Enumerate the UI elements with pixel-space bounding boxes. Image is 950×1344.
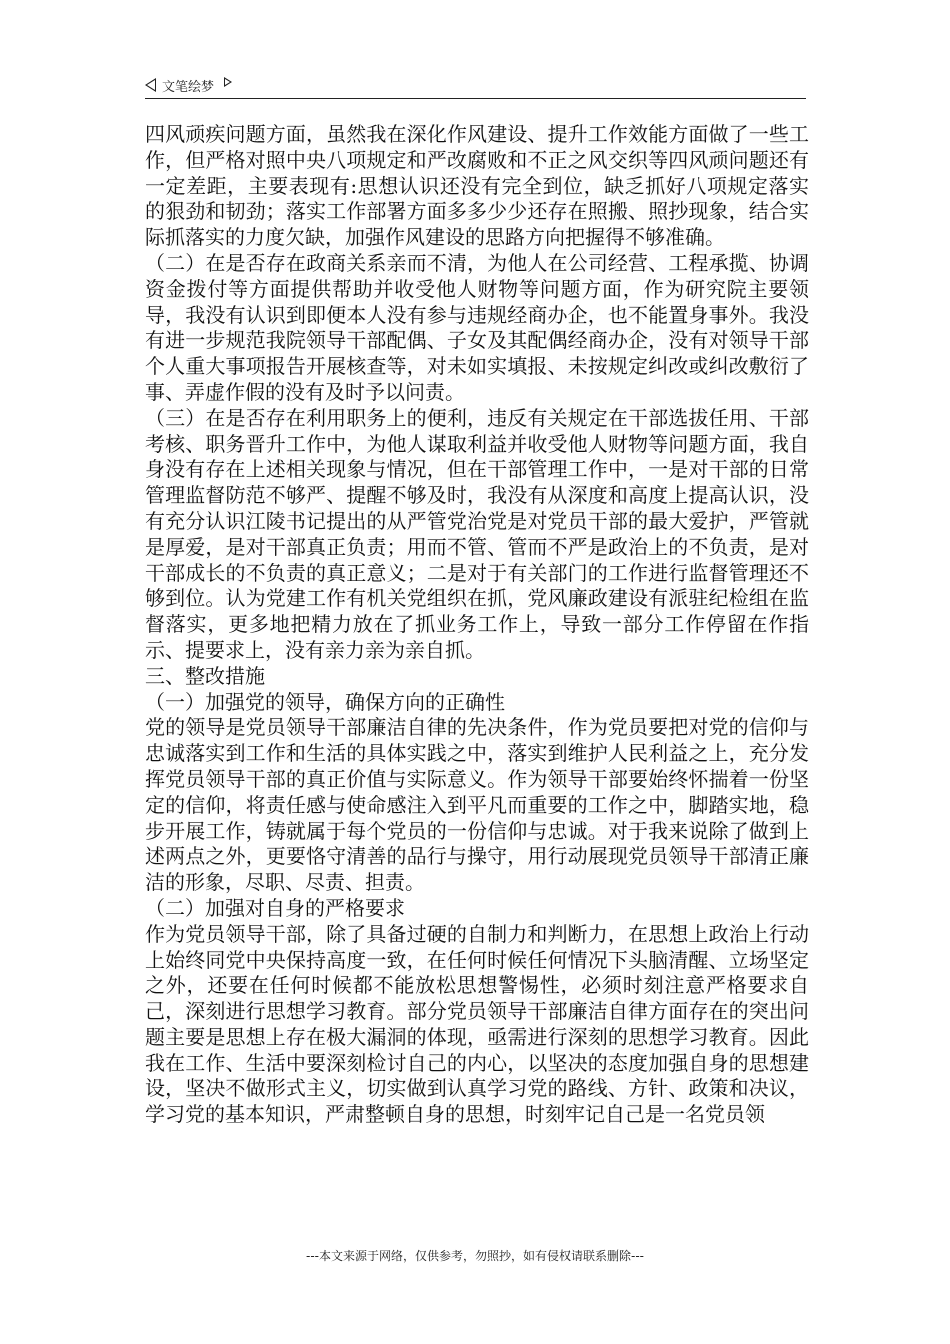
footer-disclaimer: ---本文来源于网络，仅供参考，勿照抄，如有侵权请联系删除--- <box>306 1249 644 1263</box>
section-heading: 三、整改措施 <box>145 663 265 688</box>
paragraph: 作为党员领导干部，除了具备过硬的自制力和判断力，在思想上政治上行动上始终同党中央保持高度一致，在任何时候任何情况下头脑清醒、立场坚定之外，还要在任何时候都不能放松思想警惕性，必须时刻注意严格要求自己，深刻进行思想学习教育。部分党员领导干部廉洁自律方面存在的突出问题主要是思想上存在极大漏洞的体现，亟需进行深刻的思想学习教育。因此我在工作、生活中要深刻检讨自己的内心，以坚决的态度加强自身的思想建设，坚决不做形式主义，切实做到认真学习党的路线、方针、政策和决议，学习党的基本知识，严肃整顿自身的思想，时刻牢记自己是一名党员领 <box>145 921 809 1127</box>
header-divider <box>145 98 806 99</box>
paragraph: 党的领导是党员领导干部廉洁自律的先决条件，作为党员要把对党的信仰与忠诚落实到工作和生活的具体实践之中，落实到维护人民利益之上，充分发挥党员领导干部的真正价值与实际意义。作为领导干部要始终怀揣着一份坚定的信仰，将责任感与使命感注入到平凡而重要的工作之中，脚踏实地，稳步开展工作，铸就属于每个党员的一份信仰与忠诚。对于我来说除了做到上述两点之外，更要恪守清善的品行与操守，用行动展现党员领导干部清正廉洁的形象，尽职、尽责、担责。 <box>145 715 809 895</box>
triangle-right-icon <box>224 77 232 87</box>
header-title: 文笔绘梦 <box>162 79 215 95</box>
triangle-left-icon <box>145 78 156 92</box>
page-header <box>145 74 806 96</box>
paragraph: 四风顽疾问题方面，虽然我在深化作风建设、提升工作效能方面做了一些工作，但严格对照中央八项规定和严改腐败和不正之风交织等四风顽问题还有一定差距，主要表现有:思想认识还没有完全到位，缺乏抓好八项规定落实的狠劲和韧劲；落实工作部署方面多多少少还存在照搬、照抄现象，结合实际抓落实的力度欠缺，加强作风建设的思路方向把握得不够准确。 <box>145 122 809 250</box>
subsection-heading: （一）加强党的领导，确保方向的正确性 <box>145 689 505 714</box>
subsection-heading: （二）加强对自身的严格要求 <box>145 895 405 920</box>
document-body <box>145 122 809 1128</box>
paragraph: （二）在是否存在政商关系亲而不清，为他人在公司经营、工程承揽、协调资金拨付等方面提供帮助并收受他人财物等问题方面，作为研究院主要领导，我没有认识到即便本人没有参与违规经商办企，也不能置身事外。我没有进一步规范我院领导干部配偶、子女及其配偶经商办企，没有对领导干部个人重大事项报告开展核查等，对未如实填报、未按规定纠改或纠改敷衍了事、弄虚作假的没有及时予以问责。 <box>145 250 809 404</box>
paragraph: （三）在是否存在利用职务上的便利，违反有关规定在干部选拔任用、干部考核、职务晋升工作中，为他人谋取利益并收受他人财物等问题方面，我自身没有存在上述相关现象与情况，但在干部管理工作中，一是对干部的日常管理监督防范不够严、提醒不够及时，我没有从深度和高度上提高认识，没有充分认识江陵书记提出的从严管党治党是对党员干部的最大爱护，严管就是厚爱，是对干部真正负责；用而不管、管而不严是政治上的不负责，是对干部成长的不负责的真正意义；二是对于有关部门的工作进行监督管理还不够到位。认为党建工作有机关党组织在抓，党风廉政建设有派驻纪检组在监督落实，更多地把精力放在了抓业务工作上，导致一部分工作停留在作指示、提要求上，没有亲力亲为亲自抓。 <box>145 405 809 662</box>
